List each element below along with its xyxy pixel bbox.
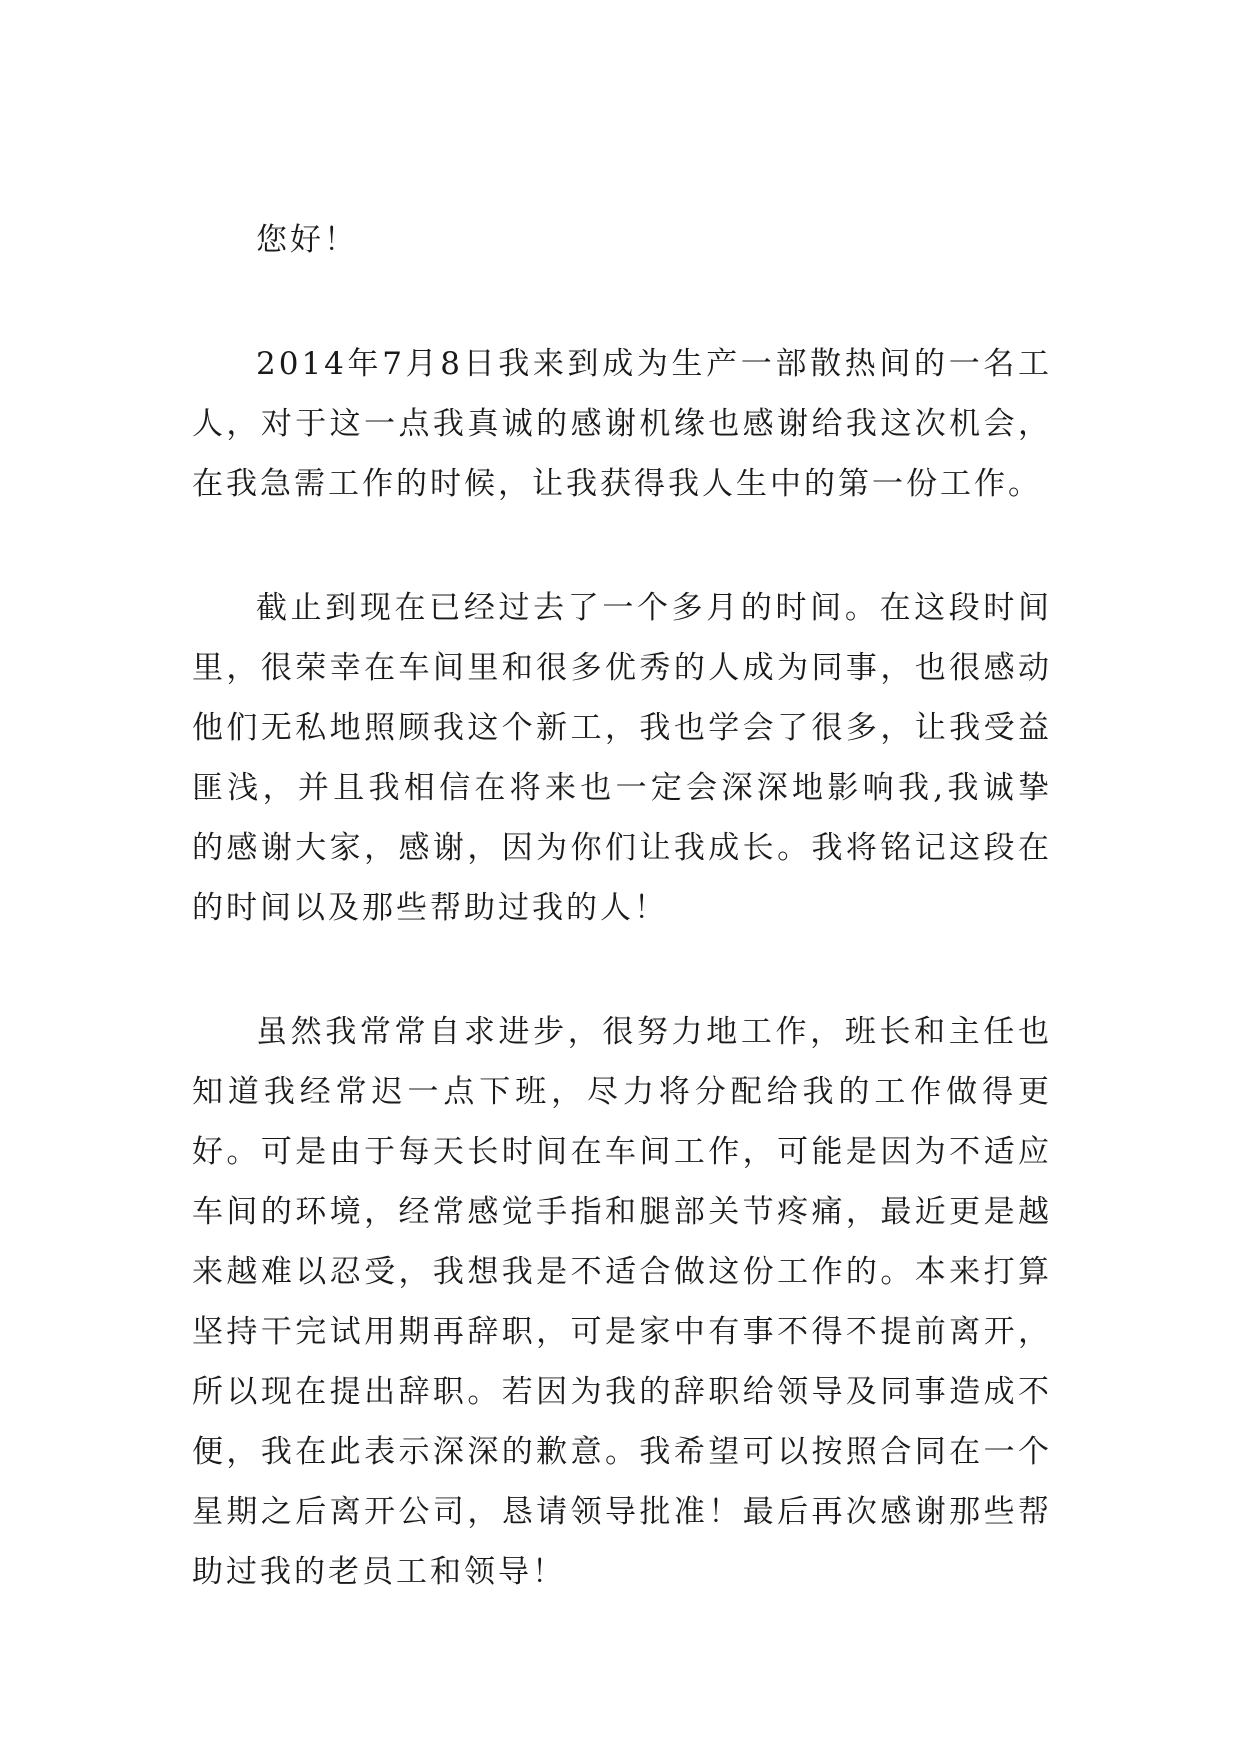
letter-greeting: 您好！: [256, 222, 358, 258]
paragraph-spacer: [192, 514, 1052, 578]
paragraph-spacer: [192, 938, 1052, 1002]
paragraph-gratitude: 截止到现在已经过去了一个多月的时间。在这段时间里，很荣幸在车间里和很多优秀的人成为同事，也很感动他们无私地照顾我这个新工，我也学会了很多，让我受益匪浅，并且我相信在将来也一定会深深地影响我,我诚挚的感谢大家，感谢，因为你们让我成长。我将铭记这段在的时间以及那些帮助过我的人！: [192, 590, 1052, 926]
paragraph-spacer: [192, 270, 1052, 334]
paragraph-resignation-reason: 虽然我常常自求进步，很努力地工作，班长和主任也知道我经常迟一点下班，尽力将分配给我的工作做得更好。可是由于每天长时间在车间工作，可能是因为不适应车间的环境，经常感觉手指和腿部关节疼痛，最近更是越来越难以忍受，我想我是不适合做这份工作的。本来打算坚持干完试用期再辞职，可是家中有事不得不提前离开，所以现在提出辞职。若因为我的辞职给领导及同事造成不便，我在此表示深深的歉意。我希望可以按照合同在一个星期之后离开公司，恳请领导批准！最后再次感谢那些帮助过我的老员工和领导！: [192, 1014, 1052, 1590]
resignation-letter: [192, 210, 1052, 1602]
paragraph-start-date: 2014年7月8日我来到成为生产一部散热间的一名工人，对于这一点我真诚的感谢机缘也感谢给我这次机会，在我急需工作的时候，让我获得我人生中的第一份工作。: [192, 346, 1052, 502]
